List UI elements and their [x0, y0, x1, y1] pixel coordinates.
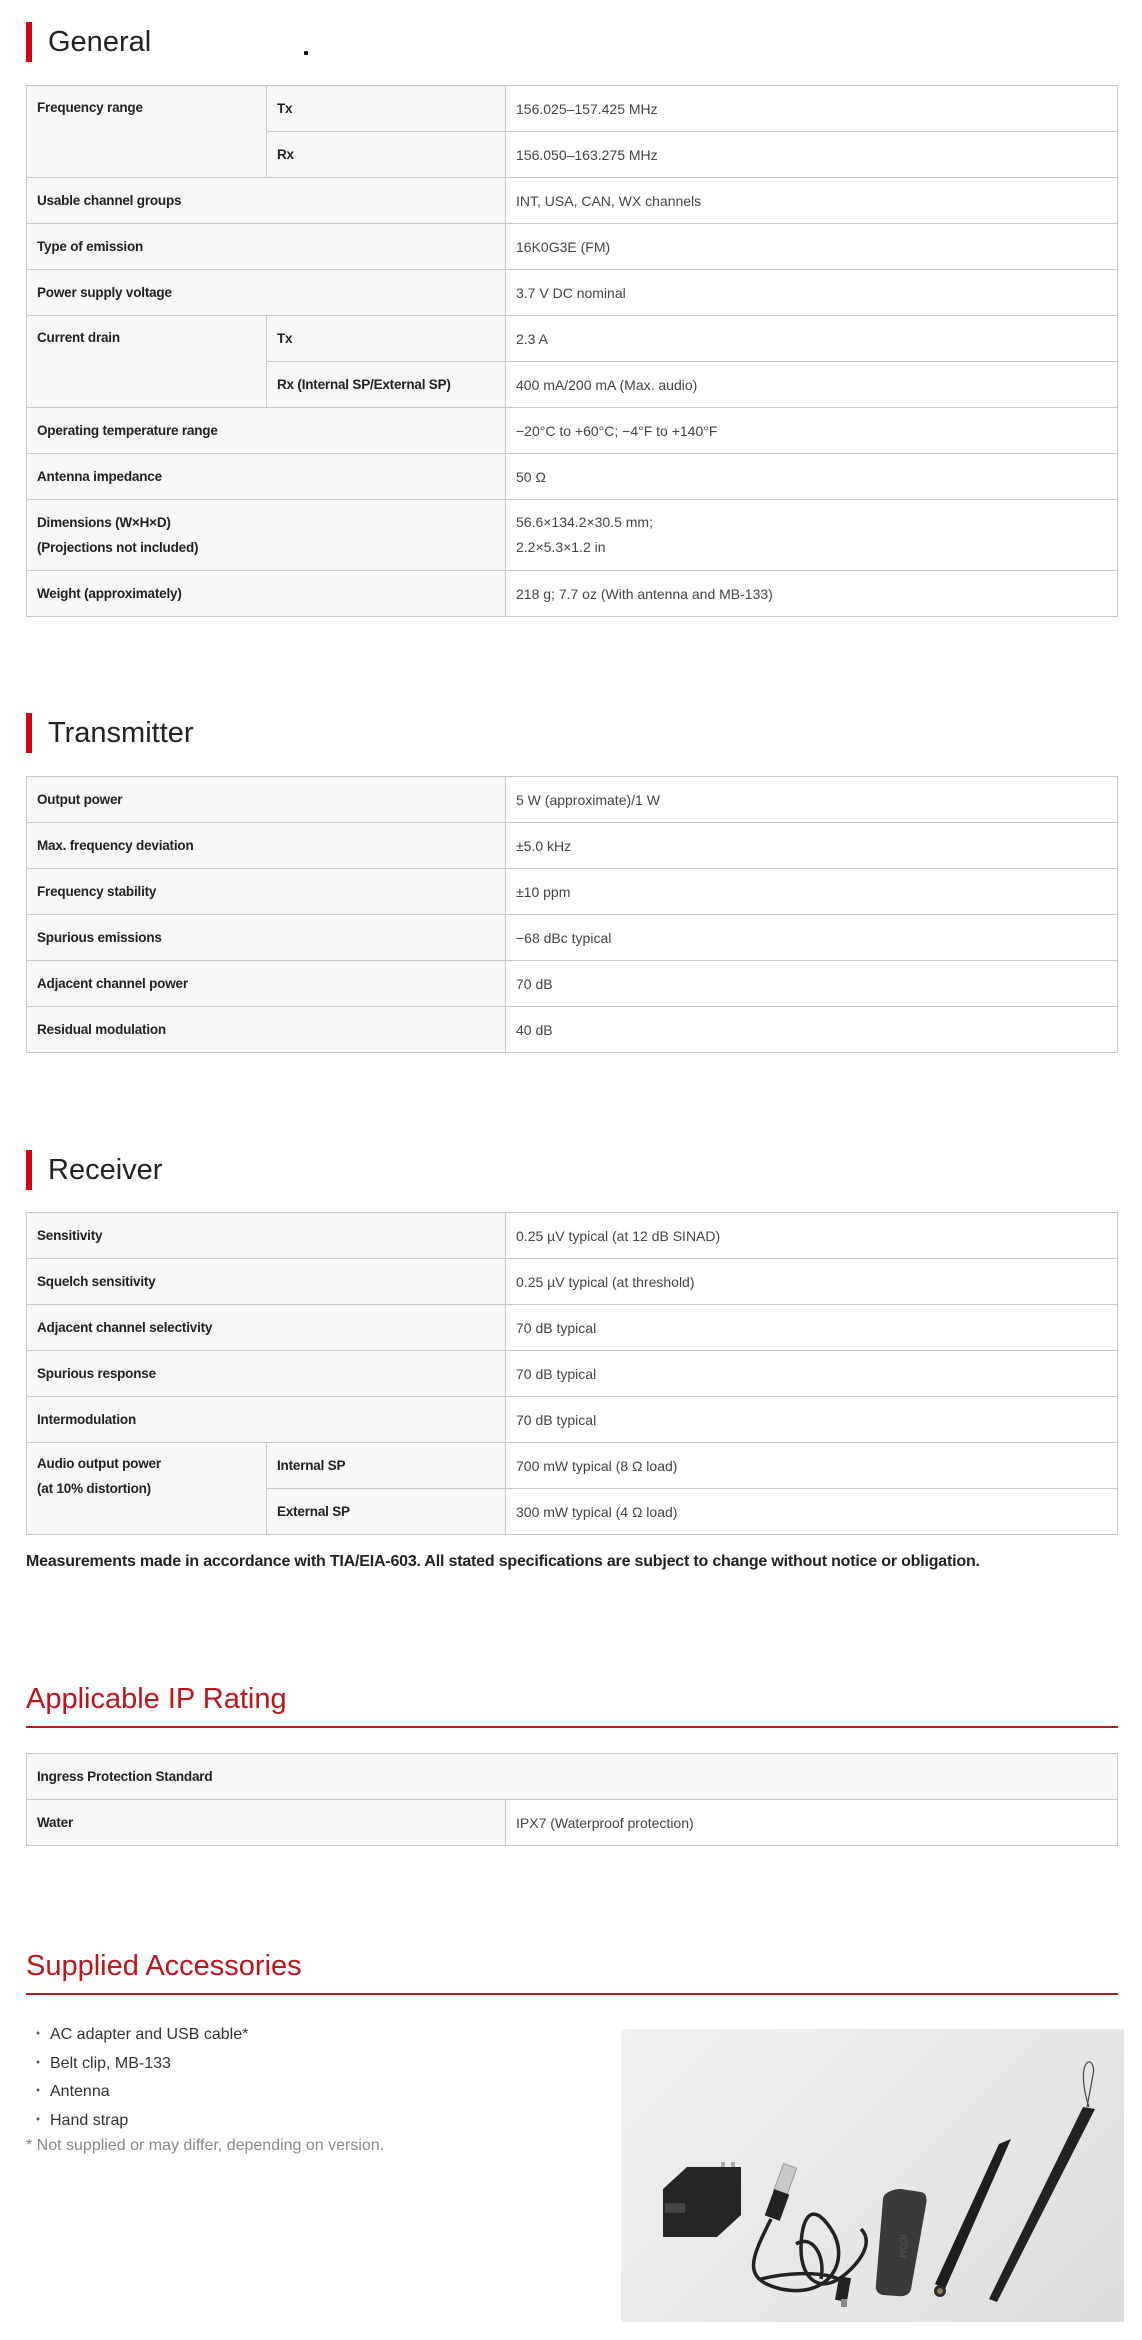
- table-row: [27, 571, 1118, 617]
- ip-rating-table: [26, 1753, 1118, 1846]
- row-value: 2.3 A: [506, 316, 1118, 362]
- row-value: IPX7 (Waterproof protection): [506, 1800, 1118, 1846]
- heading-accent-bar: [26, 22, 32, 62]
- row-value: 218 g; 7.7 oz (With antenna and MB-133): [506, 571, 1118, 617]
- table-row: [27, 1007, 1118, 1053]
- table-row: [27, 869, 1118, 915]
- list-item: [26, 2078, 248, 2107]
- list-item-text: Antenna: [50, 2083, 110, 2100]
- table-row: [27, 1213, 1118, 1259]
- row-label: Squelch sensitivity: [27, 1259, 506, 1305]
- row-label: Current drain: [27, 316, 267, 408]
- accessories-list: [26, 2021, 248, 2135]
- table-row: [27, 500, 1118, 571]
- label-line: (at 10% distortion): [37, 1481, 151, 1496]
- row-value: [506, 500, 1118, 571]
- accessories-photo: [621, 2029, 1124, 2322]
- table-row: [27, 777, 1118, 823]
- list-item-text: Hand strap: [50, 2111, 129, 2129]
- row-label: Adjacent channel power: [27, 961, 506, 1007]
- row-value: 40 dB: [506, 1007, 1118, 1053]
- row-sublabel: Rx: [267, 132, 506, 178]
- heading-accent-bar: [26, 1150, 32, 1190]
- measurement-note: Measurements made in accordance with TIA/EIA-603. All stated specifications are subject to change without notice or obligation.: [26, 1553, 980, 1570]
- list-item-text: AC adapter and USB cable*: [50, 2026, 249, 2043]
- row-value: 16K0G3E (FM): [506, 224, 1118, 270]
- row-label: Max. frequency deviation: [27, 823, 506, 869]
- accessories-illustration: [621, 2029, 1124, 2322]
- row-value: 0.25 µV typical (at 12 dB SINAD): [506, 1213, 1118, 1259]
- hand-strap-icon: [989, 2062, 1095, 2302]
- row-value: 70 dB typical: [506, 1351, 1118, 1397]
- row-value: 70 dB typical: [506, 1397, 1118, 1443]
- table-row: [27, 454, 1118, 500]
- row-label: Output power: [27, 777, 506, 823]
- row-label: Type of emission: [27, 224, 506, 270]
- list-item: [26, 2107, 248, 2136]
- label-line: (Projections not included): [37, 540, 199, 555]
- table-row: [27, 1754, 1118, 1800]
- row-label: [27, 500, 506, 571]
- bullet-icon: ・: [30, 2083, 47, 2100]
- value-line: 2.2×5.3×1.2 in: [516, 539, 606, 555]
- row-label: Water: [27, 1800, 506, 1846]
- table-row: [27, 1397, 1118, 1443]
- ac-adapter-icon: [663, 2162, 741, 2237]
- bullet-icon: ・: [30, 2026, 47, 2043]
- row-value: 70 dB typical: [506, 1305, 1118, 1351]
- row-sublabel: Tx: [267, 86, 506, 132]
- label-line: Audio output power: [37, 1456, 161, 1471]
- row-sublabel: Tx: [267, 316, 506, 362]
- section-title: Supplied Accessories: [26, 1950, 302, 1982]
- transmitter-spec-table: [26, 776, 1118, 1053]
- row-label: Frequency range: [27, 86, 267, 178]
- table-row: [27, 1351, 1118, 1397]
- row-value: 70 dB: [506, 961, 1118, 1007]
- row-value: INT, USA, CAN, WX channels: [506, 178, 1118, 224]
- table-row: [27, 86, 1118, 132]
- row-value: 3.7 V DC nominal: [506, 270, 1118, 316]
- bullet-icon: ・: [30, 2054, 47, 2072]
- row-value: ±5.0 kHz: [506, 823, 1118, 869]
- stray-dot: [304, 51, 308, 55]
- row-value: 700 mW typical (8 Ω load): [506, 1443, 1118, 1489]
- row-label: Frequency stability: [27, 869, 506, 915]
- row-label: Operating temperature range: [27, 408, 506, 454]
- row-sublabel: Internal SP: [267, 1443, 506, 1489]
- table-row: [27, 316, 1118, 362]
- row-value: −68 dBc typical: [506, 915, 1118, 961]
- row-value: 0.25 µV typical (at threshold): [506, 1259, 1118, 1305]
- row-label: Antenna impedance: [27, 454, 506, 500]
- row-value: 156.050–163.275 MHz: [506, 132, 1118, 178]
- table-row: [27, 408, 1118, 454]
- row-label: Spurious emissions: [27, 915, 506, 961]
- row-value: 50 Ω: [506, 454, 1118, 500]
- value-line: 56.6×134.2×30.5 mm;: [516, 514, 653, 530]
- section-title: General: [48, 26, 152, 58]
- table-row: [27, 1800, 1118, 1846]
- section-title: Applicable IP Rating: [26, 1683, 287, 1715]
- section-heading-ip-rating: [26, 1679, 1118, 1719]
- table-row: [27, 224, 1118, 270]
- general-spec-table: [26, 85, 1118, 617]
- list-item: [26, 2021, 248, 2050]
- bullet-icon: ・: [30, 2111, 47, 2129]
- heading-underline: [26, 1726, 1118, 1728]
- section-title: Receiver: [48, 1154, 163, 1186]
- row-label: Spurious response: [27, 1351, 506, 1397]
- accessories-footnote: * Not supplied or may differ, depending on version.: [26, 2137, 385, 2154]
- heading-underline: [26, 1993, 1118, 1995]
- row-value: −20°C to +60°C; −4°F to +140°F: [506, 408, 1118, 454]
- row-sublabel: External SP: [267, 1489, 506, 1535]
- table-row: [27, 270, 1118, 316]
- receiver-spec-table: [26, 1212, 1118, 1535]
- row-label: Usable channel groups: [27, 178, 506, 224]
- row-label: Sensitivity: [27, 1213, 506, 1259]
- antenna-icon: [934, 2139, 1011, 2297]
- row-value: 400 mA/200 mA (Max. audio): [506, 362, 1118, 408]
- row-value: ±10 ppm: [506, 869, 1118, 915]
- heading-accent-bar: [26, 713, 32, 753]
- brand-mark: ICOM: [895, 2233, 908, 2259]
- usb-cable-icon: [754, 2164, 867, 2307]
- row-value: 300 mW typical (4 Ω load): [506, 1489, 1118, 1535]
- table-row: [27, 1443, 1118, 1489]
- row-label: Power supply voltage: [27, 270, 506, 316]
- table-row: [27, 823, 1118, 869]
- label-line: Dimensions (W×H×D): [37, 515, 171, 530]
- table-row: [27, 915, 1118, 961]
- table-row: [27, 178, 1118, 224]
- table-row: [27, 1305, 1118, 1351]
- section-title: Transmitter: [48, 717, 194, 749]
- row-label: Weight (approximately): [27, 571, 506, 617]
- section-heading-accessories: [26, 1946, 1118, 1986]
- row-label: [27, 1443, 267, 1535]
- list-item-text: Belt clip, MB-133: [50, 2054, 171, 2072]
- table-row: [27, 1259, 1118, 1305]
- table-row: [27, 961, 1118, 1007]
- row-value: 5 W (approximate)/1 W: [506, 777, 1118, 823]
- table-header: Ingress Protection Standard: [27, 1754, 1118, 1800]
- list-item: [26, 2050, 248, 2079]
- belt-clip-icon: [876, 2189, 927, 2296]
- row-label: Adjacent channel selectivity: [27, 1305, 506, 1351]
- row-label: Residual modulation: [27, 1007, 506, 1053]
- row-value: 156.025–157.425 MHz: [506, 86, 1118, 132]
- row-label: Intermodulation: [27, 1397, 506, 1443]
- row-sublabel: Rx (Internal SP/External SP): [267, 362, 506, 408]
